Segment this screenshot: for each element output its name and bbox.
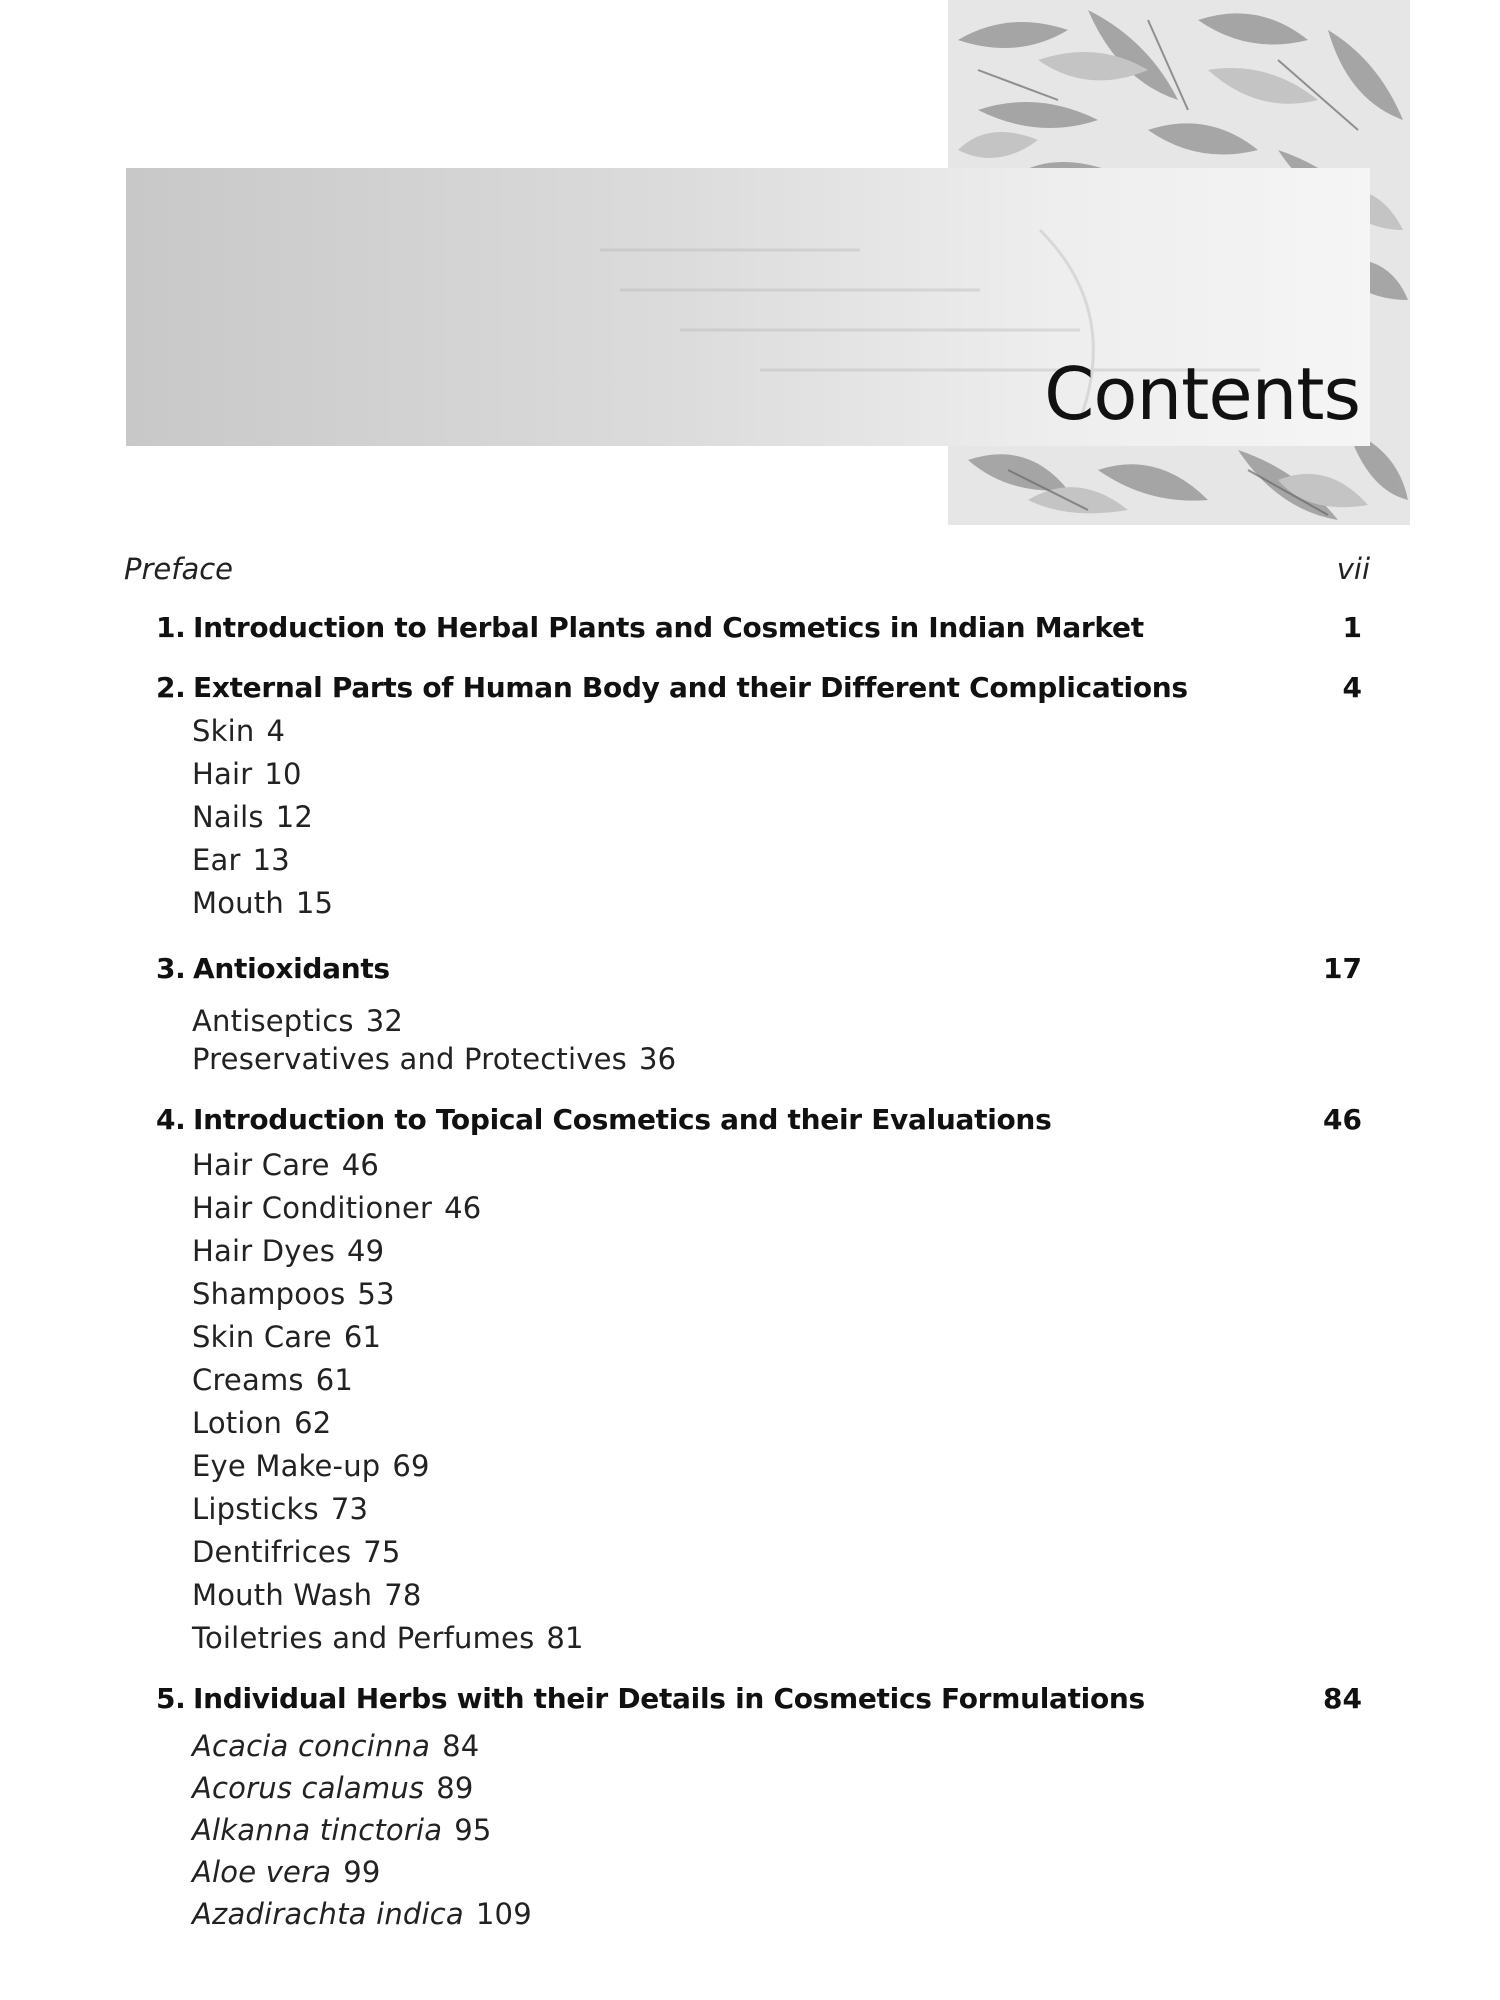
preface-page-number: vii: [1336, 552, 1370, 586]
section-entry: [192, 1729, 479, 1763]
section-title: Acorus calamus: [192, 1771, 425, 1805]
section-title: Antiseptics: [192, 1004, 354, 1038]
section-page: 61: [343, 1320, 382, 1354]
section-page: 89: [436, 1771, 474, 1805]
section-page: 13: [252, 843, 290, 877]
section-page: 4: [266, 714, 286, 748]
section-entry: [192, 1004, 403, 1038]
section-page: 84: [442, 1729, 480, 1763]
section-page: 53: [357, 1277, 395, 1311]
chapter-number: 4.: [156, 1103, 186, 1136]
section-title: Preservatives and Protectives: [192, 1042, 627, 1076]
chapter-5-page: 84: [1323, 1682, 1362, 1715]
section-page: 73: [330, 1492, 369, 1526]
section-entry: [192, 1535, 401, 1569]
section-page: 10: [264, 757, 302, 791]
section-entry: [192, 1621, 584, 1655]
chapter-3-page: 17: [1323, 952, 1362, 985]
section-page: 15: [295, 886, 334, 920]
section-title: Hair Conditioner: [192, 1191, 433, 1225]
chapter-1-entry: [156, 611, 1144, 644]
section-page: 95: [454, 1813, 492, 1847]
section-title: Dentifrices: [192, 1535, 352, 1569]
section-title: Hair: [192, 757, 253, 791]
section-entry: [192, 1578, 422, 1612]
section-title: Lotion: [192, 1406, 283, 1440]
section-entry: [192, 843, 290, 877]
section-entry: [192, 1042, 676, 1076]
section-entry: [192, 1897, 532, 1931]
section-title: Acacia concinna: [192, 1729, 431, 1763]
section-title: Eye Make-up: [192, 1449, 381, 1483]
chapter-1-page: 1: [1342, 611, 1362, 644]
chapter-number: 5.: [156, 1682, 186, 1715]
chapter-4-page: 46: [1323, 1103, 1362, 1136]
section-entry: [192, 1320, 381, 1354]
chapter-3-entry: [156, 952, 390, 985]
section-title: Hair Care: [192, 1148, 330, 1182]
chapter-5-entry: [156, 1682, 1145, 1715]
section-page: 46: [341, 1148, 380, 1182]
section-entry: [192, 714, 285, 748]
section-page: 49: [347, 1234, 385, 1268]
section-page: 46: [444, 1191, 482, 1225]
preface-label: Preface: [124, 552, 234, 586]
section-title: Skin: [192, 714, 255, 748]
section-title: Shampoos: [192, 1277, 346, 1311]
chapter-2-entry: [156, 671, 1188, 704]
page-title: Contents: [1044, 352, 1360, 436]
section-page: 69: [392, 1449, 430, 1483]
section-title: Mouth: [192, 886, 284, 920]
section-page: 36: [638, 1042, 677, 1076]
section-page: 12: [275, 800, 313, 834]
section-page: 62: [294, 1406, 332, 1440]
section-page: 109: [475, 1897, 532, 1931]
section-entry: [192, 757, 302, 791]
section-entry: [192, 1492, 368, 1526]
section-page: 78: [384, 1578, 422, 1612]
section-page: 75: [363, 1535, 401, 1569]
chapter-title: Introduction to Herbal Plants and Cosmetics in Indian Market: [193, 611, 1144, 644]
section-entry: [192, 1148, 379, 1182]
section-entry: [192, 886, 333, 920]
section-entry: [192, 1855, 381, 1889]
section-title: Azadirachta indica: [192, 1897, 464, 1931]
chapter-title: Individual Herbs with their Details in Cosmetics Formulations: [193, 1682, 1145, 1715]
chapter-2-page: 4: [1342, 671, 1362, 704]
section-page: 99: [343, 1855, 381, 1889]
section-entry: [192, 1363, 353, 1397]
section-entry: [192, 800, 313, 834]
section-entry: [192, 1813, 492, 1847]
section-page: 61: [315, 1363, 354, 1397]
section-entry: [192, 1191, 481, 1225]
section-title: Alkanna tinctoria: [192, 1813, 443, 1847]
section-title: Aloe vera: [192, 1855, 332, 1889]
chapter-number: 1.: [156, 611, 186, 644]
section-entry: [192, 1449, 430, 1483]
chapter-title: Introduction to Topical Cosmetics and their Evaluations: [193, 1103, 1052, 1136]
section-title: Toiletries and Perfumes: [192, 1621, 535, 1655]
section-entry: [192, 1234, 384, 1268]
section-page: 81: [546, 1621, 584, 1655]
section-entry: [192, 1771, 474, 1805]
chapter-number: 2.: [156, 671, 186, 704]
section-title: Nails: [192, 800, 264, 834]
chapter-4-entry: [156, 1103, 1051, 1136]
section-entry: [192, 1406, 331, 1440]
chapter-number: 3.: [156, 952, 186, 985]
section-page: 32: [365, 1004, 403, 1038]
chapter-title: Antioxidants: [193, 952, 390, 985]
section-title: Creams: [192, 1363, 304, 1397]
section-title: Ear: [192, 843, 241, 877]
section-title: Hair Dyes: [192, 1234, 336, 1268]
section-title: Mouth Wash: [192, 1578, 373, 1612]
chapter-title: External Parts of Human Body and their Different Complications: [193, 671, 1188, 704]
section-entry: [192, 1277, 395, 1311]
section-title: Lipsticks: [192, 1492, 319, 1526]
section-title: Skin Care: [192, 1320, 332, 1354]
